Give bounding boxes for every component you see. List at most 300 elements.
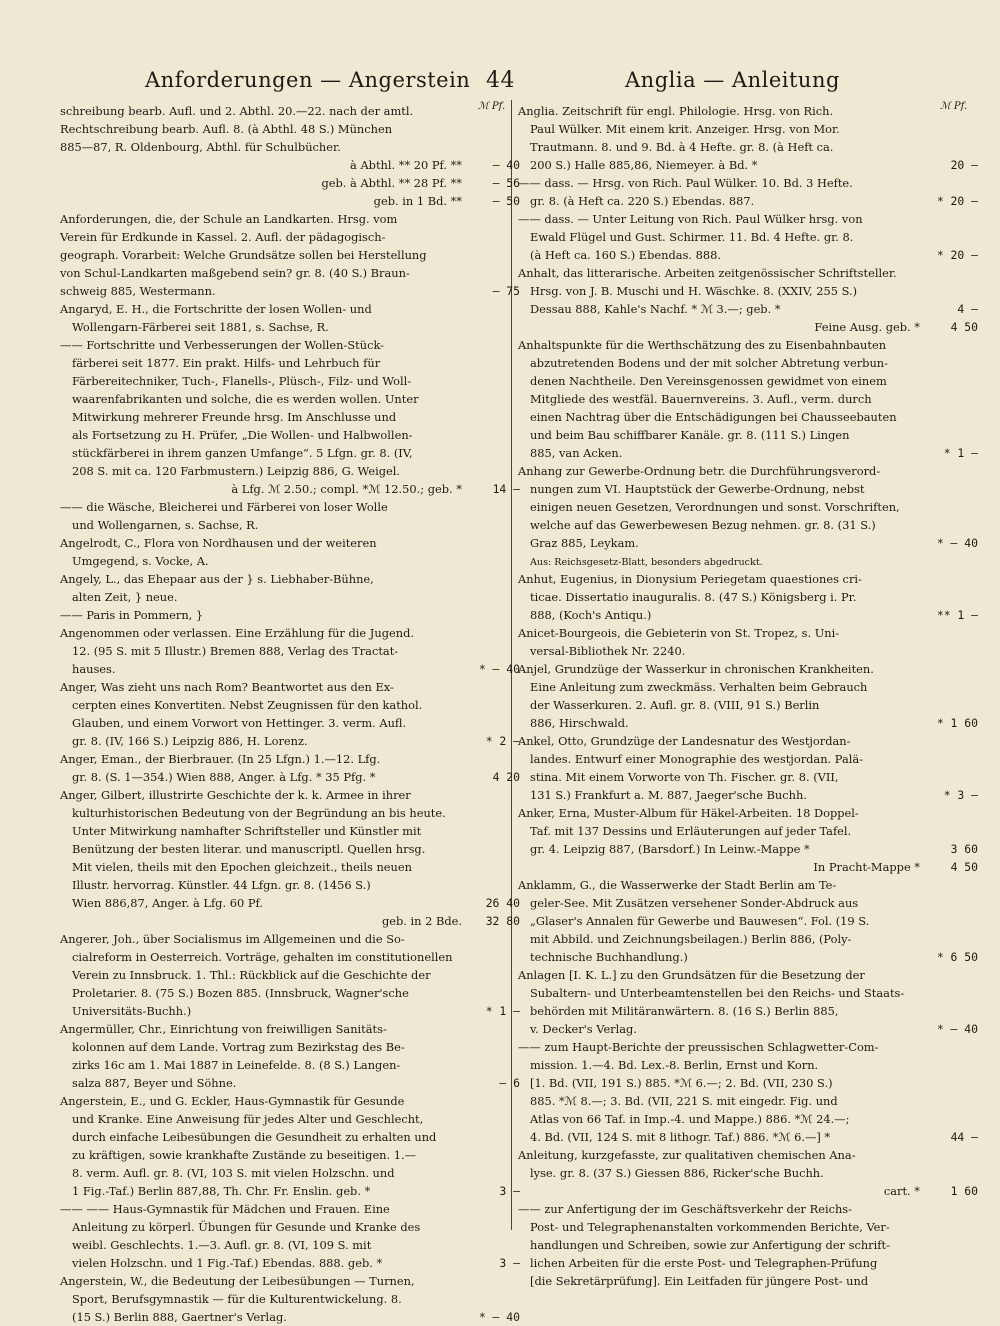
entry-text: Graz 885, Leykam.: [530, 536, 639, 550]
entry-line: [518, 138, 978, 156]
entry-line: [518, 966, 978, 984]
right-column: [518, 102, 978, 1288]
entry-line: [518, 642, 978, 660]
entry-line: [60, 876, 520, 894]
entry-line: [60, 192, 520, 210]
entry-text: cart. *: [883, 1184, 920, 1198]
entry-text: Feine Ausg. geb. *: [814, 320, 920, 334]
entry-line: [60, 894, 520, 912]
right-price-column-header: ℳ Pf.: [940, 101, 968, 112]
entry-text: Angelrodt, C., Flora von Nordhausen und der weiteren: [60, 536, 377, 550]
entry-text: 885, van Acken.: [530, 446, 623, 460]
entry-text: gr. 8. (à Heft ca. 220 S.) Ebendas. 887.: [530, 194, 755, 208]
entry-text: versal-Bibliothek Nr. 2240.: [530, 644, 686, 658]
entry-line: [60, 498, 520, 516]
entry-text: In Pracht-Mappe *: [813, 860, 920, 874]
entry-price: * 20 —: [936, 248, 978, 262]
entry-text: zirks 16c am 1. Mai 1887 in Leinefelde. 8. (8 S.) Langen-: [72, 1058, 401, 1072]
entry-price: — 56: [492, 176, 520, 190]
entry-text: Dessau 888, Kahle's Nachf. * ℳ 3.—; geb. *: [530, 302, 781, 316]
entry-text: 885. *ℳ 8.—; 3. Bd. (VII, 221 S. mit eingedr. Fig. und: [530, 1094, 838, 1108]
entry-text: kolonnen auf dem Lande. Vortrag zum Bezirkstag des Be-: [72, 1040, 405, 1054]
entry-text: Mitgliede des westfäl. Bauernvereins. 3. Aufl., verm. durch: [530, 392, 872, 406]
entry-line: [518, 264, 978, 282]
entry-price: — 40: [492, 158, 520, 172]
entry-line: [518, 912, 978, 930]
entry-line: [60, 750, 520, 768]
entry-line: [60, 138, 520, 156]
entry-line: [518, 1128, 978, 1146]
entry-text: lyse. gr. 8. (37 S.) Giessen 886, Ricker'sche Buchh.: [530, 1166, 824, 1180]
entry-line: [518, 390, 978, 408]
entry-text: Ankel, Otto, Grundzüge der Landesnatur des Westjordan-: [518, 734, 851, 748]
entry-line: [518, 192, 978, 210]
entry-text: Proletarier. 8. (75 S.) Bozen 885. (Innsbruck, Wagner'sche: [72, 986, 409, 1000]
entry-price: * — 40: [936, 536, 978, 550]
entry-line: [60, 336, 520, 354]
entry-text: 4. Bd. (VII, 124 S. mit 8 lithogr. Taf.) 886. *ℳ 6.—] *: [530, 1130, 831, 1144]
entry-price: * 3 —: [943, 788, 978, 802]
entry-text: mission. 1.—4. Bd. Lex.-8. Berlin, Ernst und Korn.: [530, 1058, 819, 1072]
entry-line: [60, 408, 520, 426]
entry-line: [518, 840, 978, 858]
entry-line: [60, 444, 520, 462]
entry-text: weibl. Geschlechts. 1.—3. Aufl. gr. 8. (VI, 109 S. mit: [72, 1238, 372, 1252]
entry-price: * — 40: [936, 1022, 978, 1036]
entry-line: [60, 300, 520, 318]
left-column: [60, 102, 520, 1324]
entry-price: 44 —: [950, 1130, 978, 1144]
entry-line: [60, 624, 520, 642]
entry-line: [518, 516, 978, 534]
entry-line: [60, 1272, 520, 1290]
entry-text: geler-See. Mit Zusätzen versehener Sonder-Abdruck aus: [530, 896, 859, 910]
entry-line: [518, 804, 978, 822]
entry-text: —— dass. — Unter Leitung von Rich. Paul Wülker hrsg. von: [518, 212, 863, 226]
entry-line: [518, 120, 978, 138]
entry-price: * 20 —: [936, 194, 978, 208]
entry-price: 32 80: [485, 914, 520, 928]
entry-text: und Wollengarnen, s. Sachse, R.: [72, 518, 259, 532]
entry-text: Färbereitechniker, Tuch-, Flanells-, Plüsch-, Filz- und Woll-: [72, 374, 412, 388]
entry-line: [60, 390, 520, 408]
entry-text: Universitäts-Buchh.): [72, 1004, 192, 1018]
entry-price: — 50: [492, 194, 520, 208]
entry-line: [60, 228, 520, 246]
entry-text: Ewald Flügel und Gust. Schirmer. 11. Bd. 4 Hefte. gr. 8.: [530, 230, 854, 244]
entry-text: nungen zum VI. Hauptstück der Gewerbe-Ordnung, nebst: [530, 482, 865, 496]
entry-text: Anklamm, G., die Wasserwerke der Stadt Berlin am Te-: [518, 878, 837, 892]
entry-line: [518, 822, 978, 840]
entry-text: von Schul-Landkarten maßgebend sein? gr. 8. (40 S.) Braun-: [60, 266, 410, 280]
entry-line: [518, 174, 978, 192]
entry-price: — 75: [492, 284, 520, 298]
entry-text: Anglia. Zeitschrift für engl. Philologie. Hrsg. von Rich.: [518, 104, 834, 118]
entry-line: [60, 318, 520, 336]
entry-line: [60, 822, 520, 840]
entry-line: [60, 1002, 520, 1020]
entry-line: [60, 1164, 520, 1182]
entry-line: [60, 732, 520, 750]
entry-line: [518, 1272, 978, 1290]
entry-line: [60, 696, 520, 714]
entry-text: kulturhistorischen Bedeutung von der Begründung an bis heute.: [72, 806, 446, 820]
page-number: 44: [486, 68, 515, 93]
entry-line: [60, 1146, 520, 1164]
entry-text: Unter Mitwirkung namhafter Schriftsteller und Künstler mit: [72, 824, 422, 838]
entry-text: Mitwirkung mehrerer Freunde hrsg. Im Anschlusse und: [72, 410, 397, 424]
entry-text: Hrsg. von J. B. Muschi und H. Wäschke. 8. (XXIV, 255 S.): [530, 284, 858, 298]
entry-text: Angerstein, W., die Bedeutung der Leibesübungen — Turnen,: [60, 1274, 415, 1288]
entry-text: 200 S.) Halle 885,86, Niemeyer. à Bd. *: [530, 158, 758, 172]
entry-line: [518, 246, 978, 264]
entry-line: [60, 1218, 520, 1236]
entry-text: Verein für Erdkunde in Kassel. 2. Aufl. der pädagogisch-: [60, 230, 386, 244]
entry-text: der Wasserkuren. 2. Aufl. gr. 8. (VIII, 91 S.) Berlin: [530, 698, 820, 712]
entry-line: [60, 678, 520, 696]
entry-line: [60, 264, 520, 282]
entry-text: 131 S.) Frankfurt a. M. 887, Jaeger'sche Buchh.: [530, 788, 807, 802]
entry-text: Paul Wülker. Mit einem krit. Anzeiger. Hrsg. von Mor.: [530, 122, 840, 136]
entry-text: Anleitung, kurzgefasste, zur qualitativen chemischen Ana-: [518, 1148, 856, 1162]
entry-text: Mit vielen, theils mit den Epochen gleichzeit., theils neuen: [72, 860, 412, 874]
entry-text: v. Decker's Verlag.: [530, 1022, 637, 1036]
entry-line: [60, 372, 520, 390]
entry-line: [60, 1254, 520, 1272]
entry-line: [518, 282, 978, 300]
entry-line: [518, 1038, 978, 1056]
entry-text: Glauben, und einem Vorwort von Hettinger. 3. verm. Aufl.: [72, 716, 407, 730]
entry-line: [518, 336, 978, 354]
entry-line: [518, 1056, 978, 1074]
right-running-head: Anglia — Anleitung: [625, 68, 840, 92]
entry-line: [518, 354, 978, 372]
entry-line: [518, 894, 978, 912]
entry-text: 888, (Koch's Antiqu.): [530, 608, 652, 622]
entry-text: 885—87, R. Oldenbourg, Abthl. für Schulbücher.: [60, 140, 341, 154]
entry-line: [60, 642, 520, 660]
entry-text: Illustr. hervorrag. Künstler. 44 Lfgn. gr. 8. (1456 S.): [72, 878, 371, 892]
entry-line: [518, 1218, 978, 1236]
entry-line: [60, 1110, 520, 1128]
entry-price: 4 20: [492, 770, 520, 784]
entry-text: Anhut, Eugenius, in Dionysium Periegetam quaestiones cri-: [518, 572, 862, 586]
entry-text: abzutretenden Bodens und der mit solcher Abtretung verbun-: [530, 356, 888, 370]
entry-price: 3 —: [499, 1184, 520, 1198]
entry-text: (à Heft ca. 160 S.) Ebendas. 888.: [530, 248, 722, 262]
entry-line: [518, 1200, 978, 1218]
entry-price: 26 40: [485, 896, 520, 910]
entry-price: 3 60: [950, 842, 978, 856]
entry-price: * 1 60: [936, 716, 978, 730]
entry-text: landes. Entwurf einer Monographie des westjordan. Palä-: [530, 752, 864, 766]
entry-text: [die Sekretärprüfung]. Ein Leitfaden für jüngere Post- und: [530, 1274, 869, 1288]
entry-text: Anjel, Grundzüge der Wasserkur in chronischen Krankheiten.: [518, 662, 874, 676]
entry-price: 3 —: [499, 1256, 520, 1270]
entry-line: [60, 246, 520, 264]
entry-line: [60, 984, 520, 1002]
entry-text: geb. in 1 Bd. **: [373, 194, 462, 208]
entry-text: [1. Bd. (VII, 191 S.) 885. *ℳ 6.—; 2. Bd. (VII, 230 S.): [530, 1076, 833, 1090]
entry-text: Subaltern- und Unterbeamtenstellen bei den Reichs- und Staats-: [530, 986, 905, 1000]
entry-text: einigen neuen Gesetzen, Verordnungen und sonst. Vorschriften,: [530, 500, 900, 514]
entry-line: [60, 606, 520, 624]
entry-text: Angely, L., das Ehepaar aus der } s. Liebhaber-Bühne,: [60, 572, 374, 586]
entry-price: 14 —: [492, 482, 520, 496]
entry-line: [60, 462, 520, 480]
entry-text: geograph. Vorarbeit: Welche Grundsätze sollen bei Herstellung: [60, 248, 427, 262]
entry-text: technische Buchhandlung.): [530, 950, 688, 964]
entry-line: [60, 570, 520, 588]
entry-text: ticae. Dissertatio inauguralis. 8. (47 S.) Königsberg i. Pr.: [530, 590, 857, 604]
entry-text: Angermüller, Chr., Einrichtung von freiwilligen Sanitäts-: [60, 1022, 387, 1036]
entry-line: [518, 426, 978, 444]
entry-text: —— —— Haus-Gymnastik für Mädchen und Frauen. Eine: [60, 1202, 390, 1216]
entry-line: [60, 768, 520, 786]
entry-text: Wollengarn-Färberei seit 1881, s. Sachse, R.: [72, 320, 329, 334]
entry-line: [518, 876, 978, 894]
entry-line: [518, 1110, 978, 1128]
entry-line: [518, 948, 978, 966]
entry-line: [518, 660, 978, 678]
left-running-head: Anforderungen — Angerstein: [145, 68, 471, 92]
entry-text: Anlagen [I. K. L.] zu den Grundsätzen für die Besetzung der: [518, 968, 865, 982]
entry-line: [518, 408, 978, 426]
entry-text: —— die Wäsche, Bleicherei und Färberei von loser Wolle: [60, 500, 388, 514]
entry-text: salza 887, Beyer und Söhne.: [72, 1076, 237, 1090]
entry-text: hauses.: [72, 662, 116, 676]
entry-text: stückfärberei in ihrem ganzen Umfange“. 5 Lfgn. gr. 8. (IV,: [72, 446, 413, 460]
entry-line: [60, 174, 520, 192]
entry-price: * 1 —: [943, 446, 978, 460]
entry-text: handlungen und Schreiben, sowie zur Anfertigung der schrift-: [530, 1238, 890, 1252]
entry-price: 4 50: [950, 860, 978, 874]
entry-text: Sport, Berufsgymnastik — für die Kulturentwickelung. 8.: [72, 1292, 402, 1306]
entry-line: [518, 570, 978, 588]
entry-text: —— zum Haupt-Berichte der preussischen Schlagwetter-Com-: [518, 1040, 879, 1054]
entry-text: gr. 8. (IV, 166 S.) Leipzig 886, H. Lorenz.: [72, 734, 308, 748]
entry-text: Post- und Telegraphenanstalten vorkommenden Berichte, Ver-: [530, 1220, 890, 1234]
entry-line: [518, 210, 978, 228]
entry-line: [60, 786, 520, 804]
entry-line: [60, 1236, 520, 1254]
entry-text: Anhang zur Gewerbe-Ordnung betr. die Durchführungsverord-: [518, 464, 881, 478]
entry-line: [518, 102, 978, 120]
entry-line: [518, 1182, 978, 1200]
entry-price: 4 —: [957, 302, 978, 316]
entry-text: und Kranke. Eine Anweisung für jedes Alter und Geschlecht,: [72, 1112, 424, 1126]
entry-text: Atlas von 66 Taf. in Imp.-4. und Mappe.) 886. *ℳ 24.—;: [530, 1112, 850, 1126]
entry-line: [60, 1074, 520, 1092]
entry-text: denen Nachtheile. Den Vereinsgenossen gewidmet von einem: [530, 374, 887, 388]
entry-text: (15 S.) Berlin 888, Gaertner's Verlag.: [72, 1310, 287, 1324]
entry-line: [60, 858, 520, 876]
entry-line: [518, 318, 978, 336]
entry-line: [60, 1308, 520, 1326]
entry-line: [60, 1290, 520, 1308]
entry-text: 12. (95 S. mit 5 Illustr.) Bremen 888, Verlag des Tractat-: [72, 644, 399, 658]
entry-line: [60, 948, 520, 966]
entry-line: [60, 354, 520, 372]
entry-line: [518, 1254, 978, 1272]
entry-line: [60, 714, 520, 732]
entry-text: Anleitung zu körperl. Übungen für Gesunde und Kranke des: [72, 1220, 421, 1234]
entry-line: [60, 588, 520, 606]
entry-text: Anger, Gilbert, illustrirte Geschichte der k. k. Armee in ihrer: [60, 788, 411, 802]
entry-text: Anforderungen, die, der Schule an Landkarten. Hrsg. vom: [60, 212, 398, 226]
entry-line: [60, 930, 520, 948]
entry-line: [60, 210, 520, 228]
entry-text: zu kräftigen, sowie krankhafte Zustände zu beseitigen. 1.—: [72, 1148, 417, 1162]
entry-text: —— Fortschritte und Verbesserungen der Wollen-Stück-: [60, 338, 384, 352]
entry-line: [60, 1128, 520, 1146]
entry-text: Anhalt, das litterarische. Arbeiten zeitgenössischer Schriftsteller.: [518, 266, 897, 280]
entry-text: als Fortsetzung zu H. Prüfer, „Die Wollen- und Halbwollen-: [72, 428, 413, 442]
entry-text: gr. 8. (S. 1—354.) Wien 888, Anger. à Lfg. * 35 Pfg. *: [72, 770, 376, 784]
entry-line: [60, 1200, 520, 1218]
entry-line: [60, 1020, 520, 1038]
entry-text: Verein zu Innsbruck. 1. Thl.: Rückblick auf die Geschichte der: [72, 968, 431, 982]
entry-text: —— dass. — Hrsg. von Rich. Paul Wülker. 10. Bd. 3 Hefte.: [518, 176, 853, 190]
entry-line: [60, 1056, 520, 1074]
entry-line: [60, 660, 520, 678]
entry-line: [518, 606, 978, 624]
entry-text: Anker, Erna, Muster-Album für Häkel-Arbeiten. 18 Doppel-: [518, 806, 859, 820]
entry-line: [518, 462, 978, 480]
entry-text: geb. in 2 Bde.: [381, 914, 462, 928]
entry-text: Aus: Reichsgesetz-Blatt, besonders abgedruckt.: [530, 557, 763, 568]
entry-line: [518, 372, 978, 390]
entry-line: [518, 1146, 978, 1164]
entry-line: [60, 282, 520, 300]
entry-line: [60, 912, 520, 930]
entry-text: Taf. mit 137 Dessins und Erläuterungen auf jeder Tafel.: [530, 824, 852, 838]
entry-text: Angaryd, E. H., die Fortschritte der losen Wollen- und: [60, 302, 372, 316]
entry-text: gr. 4. Leipzig 887, (Barsdorf.) In Leinw.-Mappe *: [530, 842, 810, 856]
entry-text: alten Zeit, } neue.: [72, 590, 178, 604]
entry-line: [60, 804, 520, 822]
entry-price: * — 40: [478, 1310, 520, 1324]
entry-line: [518, 588, 978, 606]
entry-text: Eine Anleitung zum zweckmäss. Verhalten beim Gebrauch: [530, 680, 868, 694]
entry-price: 1 60: [950, 1184, 978, 1198]
entry-text: behörden mit Militäranwärtern. 8. (16 S.) Berlin 885,: [530, 1004, 839, 1018]
entry-text: 1 Fig.-Taf.) Berlin 887,88, Th. Chr. Fr. Enslin. geb. *: [72, 1184, 371, 1198]
entry-text: cialreform in Oesterreich. Vorträge, gehalten im constitutionellen: [72, 950, 453, 964]
entry-line: [518, 930, 978, 948]
entry-line: [518, 1092, 978, 1110]
entry-text: durch einfache Leibesübungen die Gesundheit zu erhalten und: [72, 1130, 437, 1144]
entry-text: waarenfabrikanten und solche, die es werden wollen. Unter: [72, 392, 419, 406]
entry-line: [518, 498, 978, 516]
entry-text: Angerer, Joh., über Socialismus im Allgemeinen und die So-: [60, 932, 405, 946]
entry-line: [60, 840, 520, 858]
entry-text: Wien 886,87, Anger. à Lfg. 60 Pf.: [72, 896, 263, 910]
entry-text: 8. verm. Aufl. gr. 8. (VI, 103 S. mit vielen Holzschn. und: [72, 1166, 395, 1180]
entry-text: mit Abbild. und Zeichnungsbeilagen.) Berlin 886, (Poly-: [530, 932, 852, 946]
entry-text: —— zur Anfertigung der im Geschäftsverkehr der Reichs-: [518, 1202, 852, 1216]
entry-text: welche auf das Gewerbewesen Bezug nehmen. gr. 8. (31 S.): [530, 518, 876, 532]
entry-text: Anhaltspunkte für die Werthschätzung des zu Eisenbahnbauten: [518, 338, 887, 352]
entry-text: 208 S. mit ca. 120 Farbmustern.) Leipzig 886, G. Weigel.: [72, 464, 401, 478]
entry-text: à Abthl. ** 20 Pf. **: [350, 158, 462, 172]
entry-line: [518, 156, 978, 174]
entry-line: [518, 984, 978, 1002]
entry-line: [518, 1074, 978, 1092]
entry-text: geb. à Abthl. ** 28 Pf. **: [321, 176, 462, 190]
entry-price: * 2 —: [485, 734, 520, 748]
entry-text: Anicet-Bourgeois, die Gebieterin von St. Tropez, s. Uni-: [518, 626, 840, 640]
entry-line: [518, 750, 978, 768]
entry-price: * 1 —: [485, 1004, 520, 1018]
entry-price: * — 40: [478, 662, 520, 676]
entry-line: [60, 516, 520, 534]
entry-price: ** 1 —: [936, 608, 978, 622]
entry-line: [518, 444, 978, 462]
entry-line: [60, 102, 520, 120]
entry-line: [60, 480, 520, 498]
entry-text: schreibung bearb. Aufl. und 2. Abthl. 20.—22. nach der amtl.: [60, 104, 414, 118]
entry-line: [518, 1236, 978, 1254]
entry-text: und beim Bau schiffbarer Kanäle. gr. 8. (111 S.) Lingen: [530, 428, 850, 442]
entry-price: 4 50: [950, 320, 978, 334]
entry-line: [60, 1092, 520, 1110]
entry-text: —— Paris in Pommern, }: [60, 608, 204, 622]
entry-text: Benützung der besten literar. und manuscriptl. Quellen hrsg.: [72, 842, 426, 856]
entry-line: [518, 858, 978, 876]
entry-line: [60, 426, 520, 444]
entry-text: 886, Hirschwald.: [530, 716, 629, 730]
entry-line: [518, 768, 978, 786]
entry-line: [518, 1020, 978, 1038]
entry-text: à Lfg. ℳ 2.50.; compl. *ℳ 12.50.; geb. *: [231, 482, 462, 496]
entry-line: [60, 156, 520, 174]
entry-line: [60, 1182, 520, 1200]
entry-text: Anger, Was zieht uns nach Rom? Beantwortet aus den Ex-: [60, 680, 394, 694]
entry-text: Trautmann. 8. und 9. Bd. à 4 Hefte. gr. 8. (à Heft ca.: [530, 140, 834, 154]
entry-text: einen Nachtrag über die Entschädigungen bei Chausseebauten: [530, 410, 897, 424]
entry-price: * 6 50: [936, 950, 978, 964]
entry-line: [60, 1038, 520, 1056]
entry-line: [518, 678, 978, 696]
left-price-column-header: ℳ Pf.: [478, 101, 506, 112]
entry-line: [60, 534, 520, 552]
entry-text: vielen Holzschn. und 1 Fig.-Taf.) Ebendas. 888. geb. *: [72, 1256, 383, 1270]
entry-text: Rechtschreibung bearb. Aufl. 8. (à Abthl. 48 S.) München: [60, 122, 393, 136]
entry-line: [518, 552, 978, 570]
entry-line: [60, 966, 520, 984]
entry-text: Anger, Eman., der Bierbrauer. (In 25 Lfgn.) 1.—12. Lfg.: [60, 752, 381, 766]
entry-line: [518, 534, 978, 552]
entry-text: cerpten eines Konvertiten. Nebst Zeugnissen für den kathol.: [72, 698, 423, 712]
entry-line: [518, 732, 978, 750]
entry-text: stina. Mit einem Vorworte von Th. Fischer. gr. 8. (VII,: [530, 770, 839, 784]
entry-line: [518, 300, 978, 318]
entry-line: [518, 480, 978, 498]
entry-line: [518, 786, 978, 804]
entry-price: 20 —: [950, 158, 978, 172]
entry-text: Umgegend, s. Vocke, A.: [72, 554, 209, 568]
entry-line: [518, 1002, 978, 1020]
entry-line: [518, 1164, 978, 1182]
entry-price: — 6: [499, 1076, 520, 1090]
entry-text: Angenommen oder verlassen. Eine Erzählung für die Jugend.: [60, 626, 414, 640]
entry-line: [518, 228, 978, 246]
entry-line: [518, 714, 978, 732]
entry-text: „Glaser's Annalen für Gewerbe und Bauwesen“. Fol. (19 S.: [530, 914, 870, 928]
entry-text: Angerstein, E., und G. Eckler, Haus-Gymnastik für Gesunde: [60, 1094, 405, 1108]
entry-line: [518, 696, 978, 714]
